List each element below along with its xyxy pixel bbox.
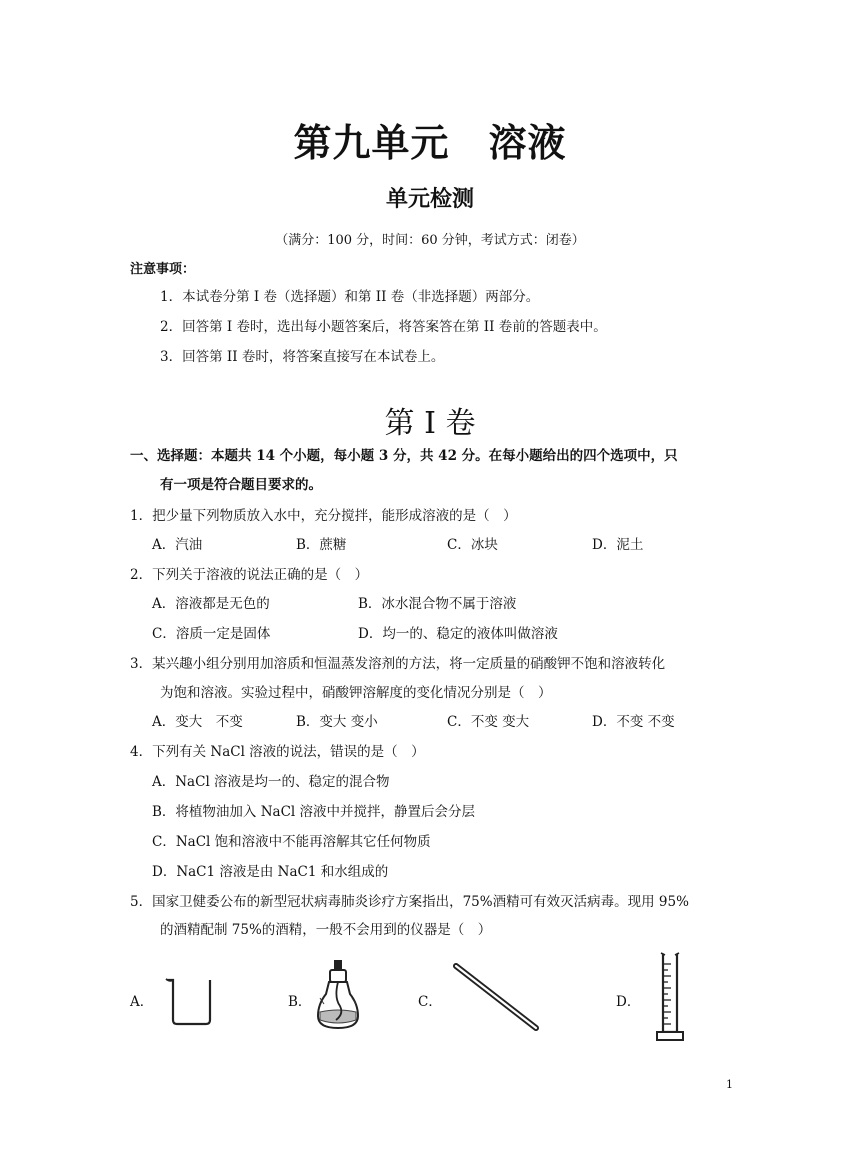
graduated-cylinder-icon [652,950,688,1044]
page-title: 第九单元 溶液 [293,121,567,165]
option-d: D．NaC1 溶液是由 NaC1 和水组成的 [152,864,389,880]
question-stem: 5．国家卫健委公布的新型冠状病毒肺炎诊疗方案指出，75%酒精可有效灭活病毒。现用 95% [130,894,689,910]
option-c: C．NaCl 饱和溶液中不能再溶解其它任何物质 [152,834,431,850]
section-heading-cont: 有一项是符合题目要求的。 [160,477,322,493]
notice-item: 2．回答第 I 卷时，选出每小题答案后，将答案答在第 II 卷前的答题表中。 [160,319,607,335]
option-d: D． [616,994,641,1010]
beaker-icon [164,974,216,1028]
option-c: C． [418,994,442,1010]
option-a: A．溶液都是无色的 [152,596,270,612]
option-c: C．冰块 [447,537,498,553]
question-stem: 4．下列有关 NaCl 溶液的说法，错误的是（ ） [130,744,425,760]
option-d: D．泥土 [592,537,644,553]
section-heading: 一、选择题：本题共 14 个小题，每小题 3 分，共 42 分。在每小题给出的四个选项中，只 [130,448,678,464]
volume-title: 第 I 卷 [384,406,476,441]
alcohol-lamp-icon [312,958,364,1036]
option-b: B． [288,994,312,1010]
page-subtitle: 单元检测 [385,187,474,212]
option-a: A． [130,994,154,1010]
notice-item: 3．回答第 II 卷时，将答案直接写在本试卷上。 [160,349,445,365]
option-b: B．将植物油加入 NaCl 溶液中并搅拌，静置后会分层 [152,804,476,820]
exam-meta: （满分：100 分，时间：60 分钟，考试方式：闭卷） [275,233,585,248]
question-stem-cont: 的酒精配制 75%的酒精，一般不会用到的仪器是（ ） [160,922,492,938]
option-d: D．不变 不变 [592,714,675,730]
question-stem: 1．把少量下列物质放入水中，充分搅拌，能形成溶液的是（ ） [130,508,517,524]
question-stem: 2．下列关于溶液的说法正确的是（ ） [130,567,369,583]
notice-heading: 注意事项： [130,262,196,277]
option-a: A．变大 不变 [152,714,243,730]
question-stem-cont: 为饱和溶液。实验过程中，硝酸钾溶解度的变化情况分别是（ ） [160,685,552,701]
option-c: C．不变 变大 [447,714,530,730]
option-c: C．溶质一定是固体 [152,626,271,642]
option-d: D．均一的、稳定的液体叫做溶液 [358,626,558,642]
glass-rod-icon [450,960,544,1036]
option-b: B．变大 变小 [296,714,378,730]
page-number: 1 [726,1078,733,1091]
option-b: B．冰水混合物不属于溶液 [358,596,517,612]
option-a: A．NaCl 溶液是均一的、稳定的混合物 [152,774,390,790]
question-stem: 3．某兴趣小组分别用加溶质和恒温蒸发溶剂的方法，将一定质量的硝酸钾不饱和溶液转化 [130,656,666,672]
notice-item: 1．本试卷分第 I 卷（选择题）和第 II 卷（非选择题）两部分。 [160,289,540,305]
option-b: B．蔗糖 [296,537,347,553]
option-a: A．汽油 [152,537,203,553]
